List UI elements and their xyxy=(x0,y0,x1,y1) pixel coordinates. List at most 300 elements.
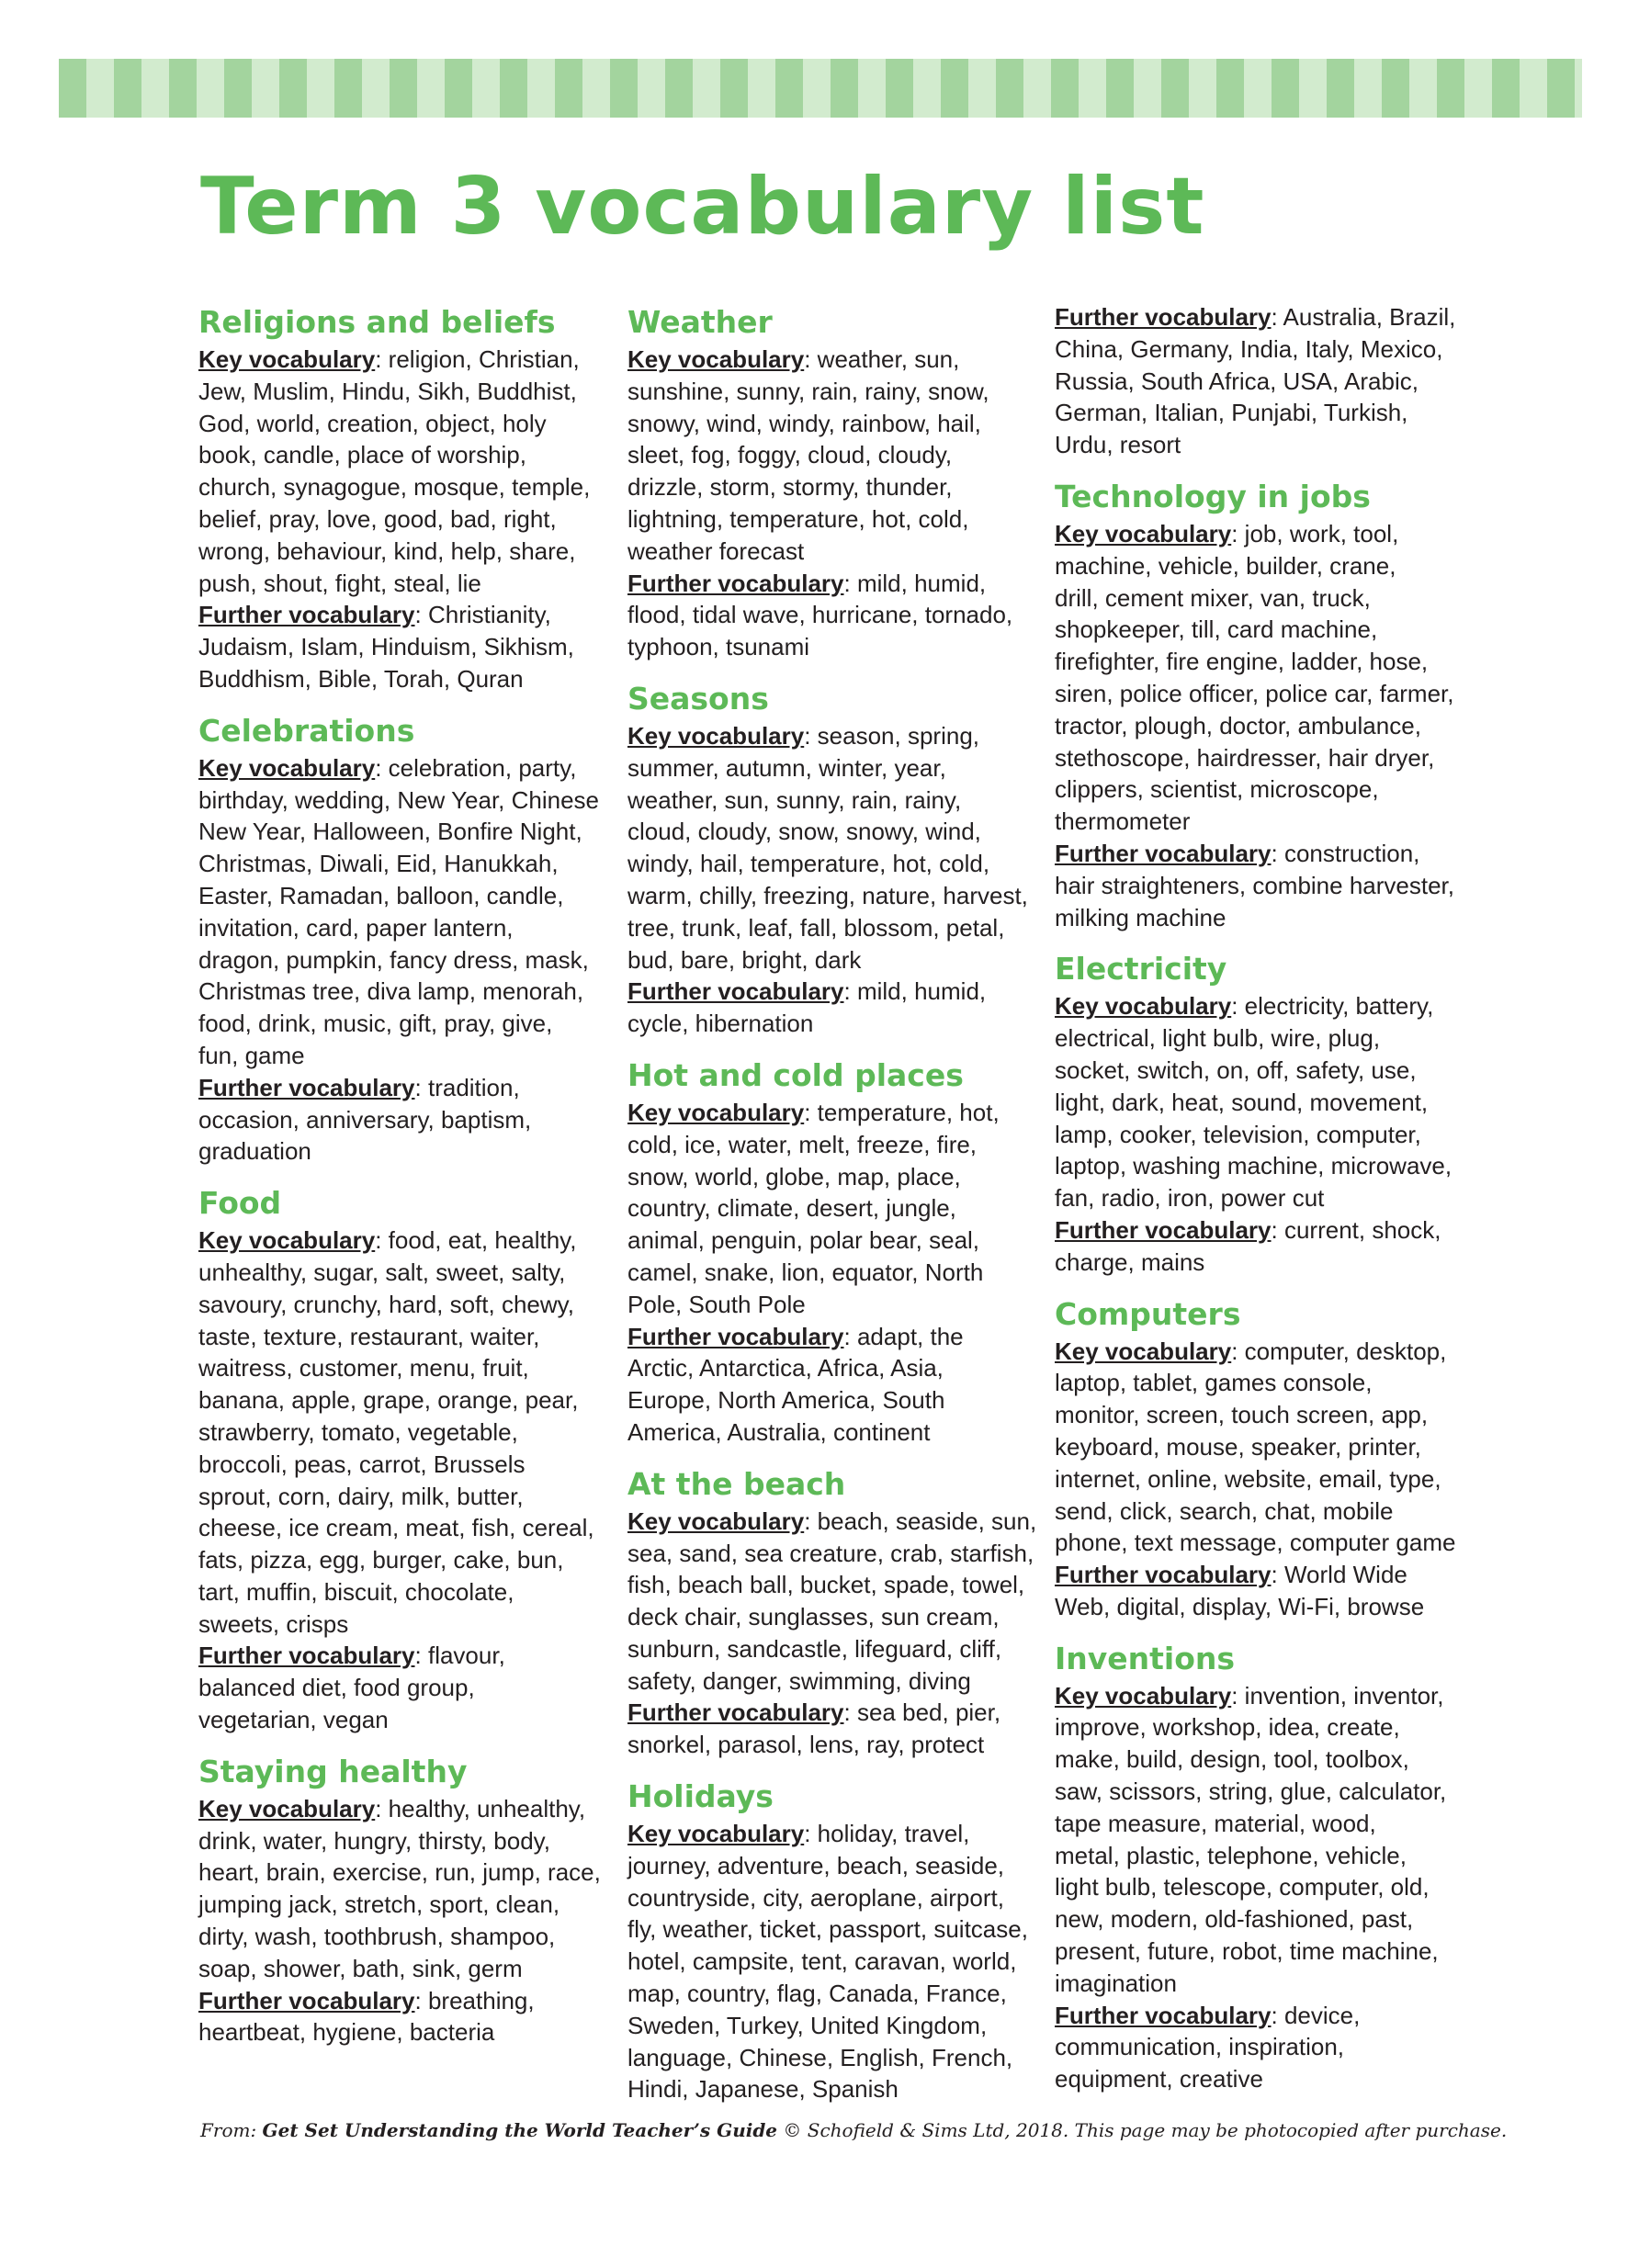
further-vocabulary-text: Buddhism, Bible, Torah, Quran xyxy=(198,664,524,693)
key-vocabulary-label: Key vocabulary xyxy=(198,345,376,373)
key-vocabulary-line xyxy=(198,912,614,944)
key-vocabulary-line xyxy=(1055,806,1477,838)
key-vocabulary-line xyxy=(627,784,1043,817)
key-vocabulary-text: phone, text message, computer game xyxy=(1055,1529,1456,1557)
key-vocabulary-text: fly, weather, ticket, passport, suitcase, xyxy=(627,1915,1028,1944)
further-vocabulary-text: tradition, xyxy=(421,1073,520,1101)
key-vocabulary-colon: : xyxy=(804,1098,811,1126)
footer-prefix: From: xyxy=(200,2119,263,2141)
column-1 xyxy=(198,301,614,2063)
section-heading: Hot and cold places xyxy=(627,1056,964,1093)
key-vocabulary-text: book, candle, place of worship, xyxy=(198,441,526,469)
decorative-stripe-band xyxy=(59,59,1582,118)
key-vocabulary-line xyxy=(198,1449,614,1481)
key-vocabulary-line xyxy=(627,1569,1043,1601)
key-vocabulary-line xyxy=(627,376,1043,408)
further-vocabulary-text: current, shock, xyxy=(1277,1215,1441,1244)
key-vocabulary-text: Pole, South Pole xyxy=(627,1290,806,1318)
key-vocabulary-text: summer, autumn, winter, year, xyxy=(627,753,946,782)
further-vocabulary-text: Russia, South Africa, USA, Arabic, xyxy=(1055,367,1419,395)
section-computers xyxy=(1055,1293,1477,1623)
section-food xyxy=(198,1182,614,1736)
key-vocabulary-text: savoury, crunchy, hard, soft, chewy, xyxy=(198,1290,574,1318)
key-vocabulary-colon: : xyxy=(1231,1337,1238,1365)
key-vocabulary-text: journey, adventure, beach, seaside, xyxy=(627,1851,1005,1879)
further-vocabulary-text: Christianity, xyxy=(421,601,551,629)
further-vocabulary-line xyxy=(198,631,614,663)
further-vocabulary-line xyxy=(627,568,1043,600)
section-heading: Computers xyxy=(1055,1295,1241,1332)
key-vocabulary-text: wrong, behaviour, kind, help, share, xyxy=(198,536,576,565)
key-vocabulary-text: Hindi, Japanese, Spanish xyxy=(627,2075,899,2104)
key-vocabulary-line xyxy=(198,1008,614,1040)
key-vocabulary-line xyxy=(1055,518,1477,550)
key-vocabulary-line xyxy=(627,848,1043,880)
key-vocabulary-line xyxy=(1055,990,1477,1022)
further-vocabulary-label: Further vocabulary xyxy=(1055,839,1272,867)
key-vocabulary-line xyxy=(627,2073,1043,2105)
further-vocabulary-colon: : xyxy=(1271,1215,1278,1244)
further-vocabulary-colon: : xyxy=(843,977,851,1006)
further-vocabulary-line xyxy=(1055,1559,1477,1591)
key-vocabulary-text: push, shout, fight, steal, lie xyxy=(198,569,481,597)
key-vocabulary-line xyxy=(198,1352,614,1384)
key-vocabulary-text: hotel, campsite, tent, caravan, world, xyxy=(627,1947,1017,1976)
key-vocabulary-text: deck chair, sunglasses, sun cream, xyxy=(627,1603,1000,1631)
further-vocabulary-text: China, Germany, India, Italy, Mexico, xyxy=(1055,334,1443,363)
key-vocabulary-text: animal, penguin, polar bear, seal, xyxy=(627,1226,980,1255)
key-vocabulary-text: sprout, corn, dairy, milk, butter, xyxy=(198,1482,524,1510)
key-vocabulary-line xyxy=(198,568,614,600)
further-vocabulary-line xyxy=(1055,870,1477,902)
further-vocabulary-line xyxy=(1055,301,1477,333)
key-vocabulary-text: cold, ice, water, melt, freeze, fire, xyxy=(627,1130,978,1158)
key-vocabulary-line xyxy=(627,1946,1043,1978)
section-heading: Technology in jobs xyxy=(1055,478,1371,514)
key-vocabulary-line xyxy=(627,439,1043,471)
further-vocabulary-text: Web, digital, display, Wi-Fi, browse xyxy=(1055,1592,1425,1620)
key-vocabulary-text: drill, cement mixer, van, truck, xyxy=(1055,583,1371,612)
further-vocabulary-line xyxy=(627,976,1043,1008)
key-vocabulary-line xyxy=(198,1224,614,1257)
key-vocabulary-line xyxy=(198,439,614,471)
key-vocabulary-text: lightning, temperature, hot, cold, xyxy=(627,504,969,533)
key-vocabulary-line xyxy=(627,1882,1043,1914)
key-vocabulary-line xyxy=(198,1321,614,1353)
key-vocabulary-label: Key vocabulary xyxy=(1055,519,1232,547)
further-vocabulary-label: Further vocabulary xyxy=(1055,2001,1272,2029)
key-vocabulary-line xyxy=(1055,1431,1477,1463)
key-vocabulary-label: Key vocabulary xyxy=(627,721,805,750)
further-vocabulary-line xyxy=(198,1640,614,1672)
key-vocabulary-text: invitation, card, paper lantern, xyxy=(198,913,514,942)
key-vocabulary-text: fish, beach ball, bucket, spade, towel, xyxy=(627,1571,1025,1599)
key-vocabulary-line xyxy=(627,1978,1043,2010)
key-vocabulary-line xyxy=(198,1793,614,1825)
further-vocabulary-line xyxy=(1055,397,1477,429)
further-vocabulary-label: Further vocabulary xyxy=(198,1642,415,1670)
further-vocabulary-line xyxy=(198,663,614,695)
key-vocabulary-line xyxy=(198,752,614,784)
key-vocabulary-text: thermometer xyxy=(1055,807,1191,836)
key-vocabulary-text: laptop, tablet, games console, xyxy=(1055,1369,1373,1397)
key-vocabulary-line xyxy=(627,2010,1043,2042)
key-vocabulary-line xyxy=(627,1818,1043,1850)
key-vocabulary-text: present, future, robot, time machine, xyxy=(1055,1937,1439,1966)
section-heading: At the beach xyxy=(627,1465,846,1502)
further-vocabulary-line xyxy=(1055,1247,1477,1279)
key-vocabulary-line xyxy=(1055,1150,1477,1182)
further-vocabulary-text: hair straighteners, combine harvester, xyxy=(1055,871,1454,899)
further-vocabulary-colon: : xyxy=(1271,839,1278,867)
further-vocabulary-text: communication, inspiration, xyxy=(1055,2033,1345,2061)
section-holidays xyxy=(627,1776,1043,2105)
key-vocabulary-text: waitress, customer, menu, fruit, xyxy=(198,1354,529,1382)
key-vocabulary-line xyxy=(198,1512,614,1544)
key-vocabulary-text: Christmas tree, diva lamp, menorah, xyxy=(198,977,584,1006)
further-vocabulary-label: Further vocabulary xyxy=(627,1322,844,1350)
key-vocabulary-text: monitor, screen, touch screen, app, xyxy=(1055,1401,1429,1429)
key-vocabulary-line xyxy=(198,503,614,536)
key-vocabulary-text: strawberry, tomato, vegetable, xyxy=(198,1417,518,1446)
further-vocabulary-text: snorkel, parasol, lens, ray, protect xyxy=(627,1731,985,1759)
key-vocabulary-line xyxy=(1055,1399,1477,1431)
section-heading: Staying healthy xyxy=(198,1753,468,1789)
key-vocabulary-text: soap, shower, bath, sink, germ xyxy=(198,1954,523,1982)
key-vocabulary-text: windy, hail, temperature, hot, cold, xyxy=(627,850,990,878)
further-vocabulary-colon: : xyxy=(1271,2001,1278,2029)
key-vocabulary-text: tart, muffin, biscuit, chocolate, xyxy=(198,1577,514,1606)
further-vocabulary-text: mild, humid, xyxy=(850,569,987,597)
key-vocabulary-line xyxy=(627,944,1043,976)
section-inventions xyxy=(1055,1638,1477,2095)
section-heading: Holidays xyxy=(627,1778,774,1815)
key-vocabulary-text: saw, scissors, string, glue, calculator, xyxy=(1055,1777,1447,1806)
key-vocabulary-line xyxy=(1055,1336,1477,1368)
key-vocabulary-text: map, country, flag, Canada, France, xyxy=(627,1980,1007,2008)
section-seasons xyxy=(627,678,1043,1040)
key-vocabulary-text: sunshine, sunny, rain, rainy, snow, xyxy=(627,377,989,405)
key-vocabulary-line xyxy=(627,1601,1043,1633)
key-vocabulary-text: light, dark, heat, sound, movement, xyxy=(1055,1088,1429,1116)
key-vocabulary-line xyxy=(198,1921,614,1953)
further-vocabulary-line xyxy=(1055,838,1477,870)
key-vocabulary-line xyxy=(627,1129,1043,1161)
key-vocabulary-text: stethoscope, hairdresser, hair dryer, xyxy=(1055,743,1435,772)
key-vocabulary-text: dragon, pumpkin, fancy dress, mask, xyxy=(198,945,589,974)
further-vocabulary-label: Further vocabulary xyxy=(627,977,844,1006)
key-vocabulary-line xyxy=(198,848,614,880)
key-vocabulary-text: country, climate, desert, jungle, xyxy=(627,1194,956,1223)
further-vocabulary-text: construction, xyxy=(1277,839,1420,867)
key-vocabulary-text: job, work, tool, xyxy=(1238,519,1399,547)
further-vocabulary-text: breathing, xyxy=(421,1986,535,2014)
key-vocabulary-text: healthy, unhealthy, xyxy=(381,1794,586,1822)
key-vocabulary-line xyxy=(1055,1808,1477,1840)
key-vocabulary-text: warm, chilly, freezing, nature, harvest, xyxy=(627,881,1028,909)
key-vocabulary-label: Key vocabulary xyxy=(198,1794,376,1822)
key-vocabulary-line xyxy=(627,1192,1043,1224)
key-vocabulary-line xyxy=(1055,742,1477,774)
key-vocabulary-line xyxy=(627,471,1043,503)
further-vocabulary-line xyxy=(1055,2000,1477,2032)
further-vocabulary-text: adapt, the xyxy=(850,1322,964,1350)
key-vocabulary-line xyxy=(627,536,1043,568)
section-weather xyxy=(627,301,1043,663)
key-vocabulary-label: Key vocabulary xyxy=(627,1506,805,1535)
key-vocabulary-line xyxy=(627,1633,1043,1665)
key-vocabulary-line xyxy=(198,944,614,976)
key-vocabulary-line xyxy=(1055,1495,1477,1528)
key-vocabulary-text: metal, plastic, telephone, vehicle, xyxy=(1055,1841,1407,1869)
key-vocabulary-colon: : xyxy=(804,1506,811,1535)
key-vocabulary-line xyxy=(1055,582,1477,615)
key-vocabulary-line xyxy=(1055,1367,1477,1399)
key-vocabulary-text: Sweden, Turkey, United Kingdom, xyxy=(627,2011,988,2039)
key-vocabulary-line xyxy=(1055,1776,1477,1808)
key-vocabulary-text: keyboard, mouse, speaker, printer, xyxy=(1055,1432,1421,1461)
further-vocabulary-colon: : xyxy=(414,601,422,629)
key-vocabulary-text: sweets, crisps xyxy=(198,1609,349,1638)
further-vocabulary-line xyxy=(627,1384,1043,1416)
key-vocabulary-line xyxy=(198,1384,614,1416)
key-vocabulary-text: invention, inventor, xyxy=(1238,1681,1444,1709)
section-technology-in-jobs xyxy=(1055,476,1477,933)
key-vocabulary-text: fan, radio, iron, power cut xyxy=(1055,1184,1325,1213)
key-vocabulary-text: safety, danger, swimming, diving xyxy=(627,1666,971,1695)
key-vocabulary-line xyxy=(198,471,614,503)
key-vocabulary-line xyxy=(627,1913,1043,1946)
key-vocabulary-line xyxy=(1055,710,1477,742)
key-vocabulary-colon: : xyxy=(375,1226,382,1255)
key-vocabulary-text: weather forecast xyxy=(627,536,805,565)
key-vocabulary-line xyxy=(198,1825,614,1857)
section-hot-and-cold-places xyxy=(627,1055,1043,1449)
key-vocabulary-line xyxy=(627,1289,1043,1321)
further-vocabulary-text: Judaism, Islam, Hinduism, Sikhism, xyxy=(198,633,574,661)
key-vocabulary-line xyxy=(1055,1903,1477,1935)
key-vocabulary-text: belief, pray, love, good, bad, right, xyxy=(198,504,557,533)
further-vocabulary-text: World Wide xyxy=(1277,1561,1407,1589)
further-vocabulary-line xyxy=(1055,429,1477,461)
key-vocabulary-text: siren, police officer, police car, farmer, xyxy=(1055,679,1454,707)
key-vocabulary-line xyxy=(1055,1463,1477,1495)
further-vocabulary-colon: : xyxy=(843,1698,851,1727)
further-vocabulary-line xyxy=(1055,902,1477,934)
section-continued xyxy=(1055,301,1477,461)
key-vocabulary-text: Jew, Muslim, Hindu, Sikh, Buddhist, xyxy=(198,377,577,405)
key-vocabulary-colon: : xyxy=(375,753,382,782)
key-vocabulary-text: food, drink, music, gift, pray, give, xyxy=(198,1010,553,1038)
further-vocabulary-label: Further vocabulary xyxy=(1055,1215,1272,1244)
further-vocabulary-label: Further vocabulary xyxy=(1055,303,1272,331)
key-vocabulary-text: electrical, light bulb, wire, plug, xyxy=(1055,1024,1381,1053)
further-vocabulary-text: device, xyxy=(1277,2001,1361,2029)
further-vocabulary-line xyxy=(198,1672,614,1704)
further-vocabulary-text: Arctic, Antarctica, Africa, Asia, xyxy=(627,1354,944,1382)
further-vocabulary-line xyxy=(198,1135,614,1168)
key-vocabulary-text: food, eat, healthy, xyxy=(381,1226,577,1255)
key-vocabulary-line xyxy=(198,408,614,440)
further-vocabulary-colon: : xyxy=(843,569,851,597)
further-vocabulary-line xyxy=(198,1985,614,2017)
key-vocabulary-line xyxy=(1055,1055,1477,1087)
key-vocabulary-text: send, click, search, chat, mobile xyxy=(1055,1496,1394,1525)
footer-credit xyxy=(200,2119,1507,2141)
key-vocabulary-line xyxy=(198,1953,614,1985)
key-vocabulary-colon: : xyxy=(1231,1681,1238,1709)
key-vocabulary-text: weather, sun, sunny, rain, rainy, xyxy=(627,785,962,814)
further-vocabulary-label: Further vocabulary xyxy=(1055,1561,1272,1589)
key-vocabulary-label: Key vocabulary xyxy=(1055,992,1232,1021)
key-vocabulary-text: shopkeeper, till, card machine, xyxy=(1055,615,1378,644)
key-vocabulary-line xyxy=(1055,1087,1477,1119)
further-vocabulary-text: typhoon, tsunami xyxy=(627,633,810,661)
footer-book-title: Get Set Understanding the World Teacher’s Guide xyxy=(262,2119,778,2141)
key-vocabulary-label: Key vocabulary xyxy=(627,1820,805,1848)
key-vocabulary-text: new, modern, old-fashioned, past, xyxy=(1055,1905,1414,1934)
further-vocabulary-line xyxy=(627,1697,1043,1729)
footer-suffix: © Schofield & Sims Ltd, 2018. This page may be photocopied after purchase. xyxy=(777,2119,1508,2141)
key-vocabulary-colon: : xyxy=(804,345,811,373)
further-vocabulary-line xyxy=(198,1072,614,1104)
key-vocabulary-text: imagination xyxy=(1055,1969,1177,1997)
key-vocabulary-text: tree, trunk, leaf, fall, blossom, petal, xyxy=(627,913,1005,942)
key-vocabulary-line xyxy=(198,1289,614,1321)
key-vocabulary-label: Key vocabulary xyxy=(627,1098,805,1126)
section-heading: Electricity xyxy=(1055,951,1227,987)
key-vocabulary-line xyxy=(627,720,1043,752)
page-title: Term 3 vocabulary list xyxy=(200,161,1205,253)
key-vocabulary-text: cloud, cloudy, snow, snowy, wind, xyxy=(627,818,981,846)
further-vocabulary-text: Europe, North America, South xyxy=(627,1386,945,1415)
further-vocabulary-colon: : xyxy=(843,1322,851,1350)
further-vocabulary-line xyxy=(198,1704,614,1736)
key-vocabulary-text: drink, water, hungry, thirsty, body, xyxy=(198,1826,550,1855)
key-vocabulary-text: season, spring, xyxy=(810,721,980,750)
key-vocabulary-text: language, Chinese, English, French, xyxy=(627,2043,1013,2071)
key-vocabulary-text: holiday, travel, xyxy=(810,1820,970,1848)
key-vocabulary-line xyxy=(627,880,1043,912)
section-religions-and-beliefs xyxy=(198,301,614,695)
further-vocabulary-label: Further vocabulary xyxy=(198,1073,415,1101)
key-vocabulary-text: socket, switch, on, off, safety, use, xyxy=(1055,1055,1417,1084)
further-vocabulary-line xyxy=(627,631,1043,663)
key-vocabulary-line xyxy=(198,880,614,912)
section-heading: Weather xyxy=(627,304,773,340)
key-vocabulary-line xyxy=(1055,773,1477,806)
key-vocabulary-text: countryside, city, aeroplane, airport, xyxy=(627,1883,1004,1912)
key-vocabulary-line xyxy=(198,1481,614,1513)
section-heading: Celebrations xyxy=(198,712,415,749)
key-vocabulary-text: religion, Christian, xyxy=(381,345,580,373)
further-vocabulary-text: vegetarian, vegan xyxy=(198,1706,389,1734)
key-vocabulary-colon: : xyxy=(804,721,811,750)
key-vocabulary-line xyxy=(627,2042,1043,2074)
key-vocabulary-text: celebration, party, xyxy=(381,753,577,782)
key-vocabulary-line xyxy=(1055,1711,1477,1743)
further-vocabulary-line xyxy=(198,1104,614,1136)
key-vocabulary-line xyxy=(627,1850,1043,1882)
further-vocabulary-text: graduation xyxy=(198,1137,311,1166)
section-celebrations xyxy=(198,710,614,1168)
section-staying-healthy xyxy=(198,1751,614,2048)
key-vocabulary-text: sleet, fog, foggy, cloud, cloudy, xyxy=(627,441,953,469)
key-vocabulary-line xyxy=(627,408,1043,440)
key-vocabulary-text: light bulb, telescope, computer, old, xyxy=(1055,1873,1430,1901)
key-vocabulary-line xyxy=(198,1576,614,1608)
key-vocabulary-line xyxy=(198,1608,614,1641)
further-vocabulary-line xyxy=(198,2016,614,2048)
key-vocabulary-colon: : xyxy=(375,1794,382,1822)
key-vocabulary-text: New Year, Halloween, Bonfire Night, xyxy=(198,818,582,846)
key-vocabulary-line xyxy=(1055,646,1477,678)
further-vocabulary-text: Urdu, resort xyxy=(1055,431,1181,459)
key-vocabulary-line xyxy=(198,1257,614,1289)
further-vocabulary-colon: : xyxy=(1271,303,1278,331)
key-vocabulary-text: banana, apple, grape, orange, pear, xyxy=(198,1386,579,1415)
key-vocabulary-line xyxy=(627,1257,1043,1289)
key-vocabulary-line xyxy=(198,344,614,376)
key-vocabulary-text: improve, workshop, idea, create, xyxy=(1055,1713,1400,1742)
further-vocabulary-text: mild, humid, xyxy=(850,977,987,1006)
key-vocabulary-text: Easter, Ramadan, balloon, candle, xyxy=(198,881,564,909)
further-vocabulary-line xyxy=(627,1352,1043,1384)
further-vocabulary-label: Further vocabulary xyxy=(627,569,844,597)
key-vocabulary-line xyxy=(627,752,1043,784)
key-vocabulary-text: bud, bare, bright, dark xyxy=(627,945,862,974)
key-vocabulary-line xyxy=(1055,678,1477,710)
key-vocabulary-text: tractor, plough, doctor, ambulance, xyxy=(1055,711,1421,739)
key-vocabulary-text: beach, seaside, sun, xyxy=(810,1506,1037,1535)
key-vocabulary-line xyxy=(198,816,614,848)
further-vocabulary-line xyxy=(1055,366,1477,398)
key-vocabulary-line xyxy=(627,1224,1043,1257)
key-vocabulary-text: tape measure, material, wood, xyxy=(1055,1809,1376,1837)
further-vocabulary-line xyxy=(198,599,614,631)
key-vocabulary-line xyxy=(198,1889,614,1921)
column-3 xyxy=(1055,301,1477,2110)
key-vocabulary-text: fun, game xyxy=(198,1041,305,1069)
section-heading: Seasons xyxy=(627,680,769,717)
key-vocabulary-line xyxy=(198,536,614,568)
key-vocabulary-line xyxy=(627,816,1043,848)
key-vocabulary-label: Key vocabulary xyxy=(1055,1681,1232,1709)
key-vocabulary-line xyxy=(1055,1182,1477,1214)
key-vocabulary-text: clippers, scientist, microscope, xyxy=(1055,775,1379,804)
key-vocabulary-line xyxy=(627,912,1043,944)
key-vocabulary-text: broccoli, peas, carrot, Brussels xyxy=(198,1450,526,1478)
key-vocabulary-text: laptop, washing machine, microwave, xyxy=(1055,1152,1452,1180)
further-vocabulary-line xyxy=(627,1416,1043,1449)
further-vocabulary-text: milking machine xyxy=(1055,903,1226,931)
key-vocabulary-line xyxy=(198,1856,614,1889)
key-vocabulary-colon: : xyxy=(1231,992,1238,1021)
column-2 xyxy=(627,301,1043,2120)
further-vocabulary-text: sea bed, pier, xyxy=(850,1698,1001,1727)
key-vocabulary-text: snowy, wind, windy, rainbow, hail, xyxy=(627,409,981,437)
key-vocabulary-colon: : xyxy=(804,1820,811,1848)
key-vocabulary-line xyxy=(627,503,1043,536)
further-vocabulary-text: balanced diet, food group, xyxy=(198,1674,475,1702)
key-vocabulary-line xyxy=(1055,614,1477,646)
key-vocabulary-label: Key vocabulary xyxy=(198,1226,376,1255)
further-vocabulary-label: Further vocabulary xyxy=(627,1698,844,1727)
key-vocabulary-line xyxy=(1055,1119,1477,1151)
key-vocabulary-text: drizzle, storm, stormy, thunder, xyxy=(627,473,953,502)
key-vocabulary-text: cheese, ice cream, meat, fish, cereal, xyxy=(198,1514,594,1542)
further-vocabulary-text: flavour, xyxy=(421,1642,505,1670)
